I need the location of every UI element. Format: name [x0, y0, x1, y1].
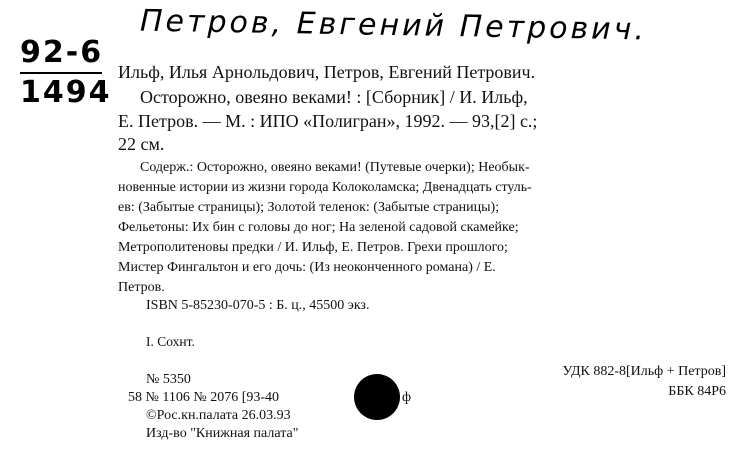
size-line: 22 см.: [118, 134, 165, 154]
isbn-line: ISBN 5-85230-070-5 : Б. ц., 45500 экз.: [146, 298, 370, 313]
contents-line-5: Метрополитеновы предки / И. Ильф, Е. Петров. Грехи прошлого;: [118, 240, 508, 255]
subject-line: I. Сохнт.: [146, 334, 195, 349]
author-line: Ильф, Илья Арнольдович, Петров, Евгений Петрович.: [118, 62, 536, 82]
contents-line-4: Фельетоны: Их бин с головы до ног; На зеленой садовой скамейке;: [118, 220, 519, 235]
contents-line-1: Содерж.: Осторожно, овеяно веками! (Путевые очерки); Необык-: [140, 160, 530, 175]
shelf-mark: [20, 36, 112, 110]
shelf-mark-divider: [20, 72, 102, 74]
publisher-line: Изд-во "Книжная палата": [146, 426, 299, 441]
shelf-mark-top: 92-6: [20, 35, 104, 70]
handwritten-author-heading: Петров, Евгений Петрович.: [139, 3, 648, 48]
contents-line-2: новенные истории из жизни города Колоколамска; Двенадцать стуль-: [118, 180, 532, 195]
book-chamber-line: ©Рос.кн.палата 26.03.93: [146, 408, 291, 423]
registration-line-tail: ф: [402, 390, 412, 405]
title-line-1: Осторожно, овеяно веками! : [Сборник] / И. Ильф,: [140, 87, 528, 107]
number-line: № 5350: [146, 372, 191, 387]
bbk-line: ББК 84Р6: [668, 384, 726, 399]
contents-line-6: Мистер Фингальтон и его дочь: (Из неоконченного романа) / Е.: [118, 260, 496, 275]
udk-line: УДК 882-8[Ильф + Петров]: [562, 364, 726, 379]
ink-blot: [354, 374, 400, 420]
registration-line: 58 № 1106 № 2076 [93-40: [128, 390, 280, 405]
title-line-2: Е. Петров. — М. : ИПО «Полигран», 1992. — 93,[2] с.;: [118, 111, 538, 131]
contents-line-3: ев: (Забытые страницы); Золотой теленок: (Забытые страницы);: [118, 200, 500, 215]
shelf-mark-bottom: 1494: [20, 75, 112, 110]
contents-line-7: Петров.: [118, 280, 165, 295]
